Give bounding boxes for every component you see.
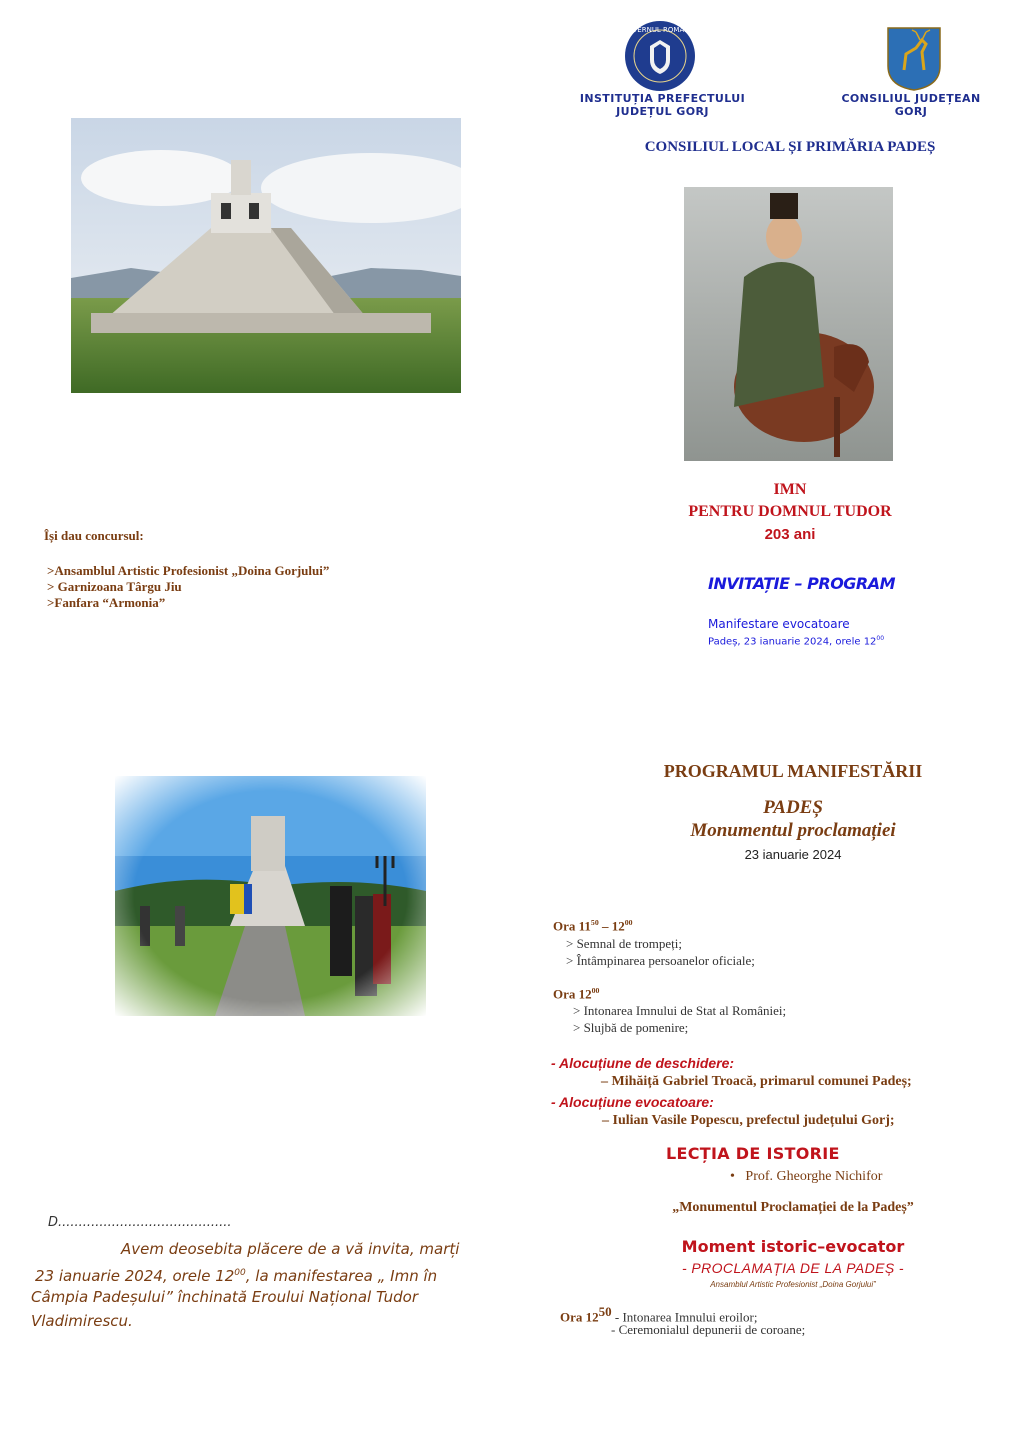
- program-title: PROGRAMUL MANIFESTĂRII: [663, 761, 923, 781]
- slot2-item: > Intonarea Imnului de Stat al României;: [573, 1003, 787, 1018]
- support-heading: Își dau concursul:: [44, 528, 144, 543]
- opening-speaker: – Mihăiță Gabriel Troacă, primarul comunei Padeș;: [601, 1074, 912, 1089]
- title-line2: PENTRU DOMNUL TUDOR: [688, 503, 892, 520]
- evocative-speaker: – Iulian Vasile Popescu, prefectul județului Gorj;: [602, 1113, 895, 1128]
- slot2-sup: 00: [591, 986, 600, 995]
- slot1-sup1: 50: [590, 918, 599, 927]
- prefecture-line1: INSTITUȚIA PREFECTULUI: [579, 92, 746, 105]
- slot2-time-text: Ora 12: [553, 986, 592, 1002]
- event-type: Manifestare evocatoare: [708, 617, 850, 631]
- tudor-portrait: [684, 187, 893, 461]
- county-label: [826, 92, 996, 118]
- lesson-prof-name: Prof. Gheorghe Nichifor: [745, 1169, 883, 1184]
- government-seal: [624, 20, 696, 92]
- prefecture-label: [560, 92, 765, 118]
- invitation-line1: Avem deosebita plăcere de a vă invita, marți: [121, 1240, 460, 1258]
- history-lesson-speaker: [730, 1169, 882, 1185]
- county-line1: CONSILIUL JUDEȚEAN: [841, 92, 981, 105]
- council-title: CONSILIUL LOCAL ȘI PRIMĂRIA PADEȘ: [644, 139, 936, 155]
- event-time-sup: 00: [876, 635, 885, 642]
- slot2-item: > Slujbă de pomenire;: [573, 1020, 689, 1035]
- invitation-line4: Vladimirescu.: [31, 1312, 133, 1330]
- slot3-item1: - Intonarea Imnului eroilor;: [611, 1309, 758, 1325]
- title-line1: IMN: [773, 481, 807, 498]
- invitation-line3: Câmpia Padeșului” închinată Eroului Național Tudor: [31, 1288, 418, 1306]
- moment-title: Moment istoric–evocator: [681, 1237, 905, 1256]
- support-item: >Fanfara “Armonia”: [47, 595, 166, 610]
- monument-photo: [71, 118, 461, 393]
- ceremony-photo: [115, 776, 426, 1016]
- program-place: PADEȘ: [763, 797, 823, 818]
- invitation-label: INVITAȚIE – PROGRAM: [708, 574, 896, 593]
- county-coat-of-arms: [886, 26, 942, 92]
- slot3-sup: 50: [598, 1304, 612, 1319]
- invitation-line2a: 23 ianuarie 2024, orele 12: [35, 1267, 235, 1285]
- evocative-speech-label: - Alocuțiune evocatoare:: [551, 1094, 714, 1110]
- moment-subtitle: - PROCLAMAȚIA DE LA PADEȘ -: [682, 1260, 904, 1276]
- history-lesson-topic: „Monumentul Proclamației de la Padeș”: [672, 1200, 914, 1215]
- slot1-to: – 12: [598, 918, 625, 934]
- slot2-time: [553, 986, 599, 1002]
- slot1-sup2: 00: [624, 918, 633, 927]
- moment-ensemble: Ansamblul Artistic Profesionist „Doina Gorjului”: [710, 1280, 876, 1289]
- bullet-icon: •: [730, 1169, 746, 1184]
- slot3-item2: - Ceremonialul depunerii de coroane;: [611, 1322, 806, 1337]
- slot1-item: > Semnal de trompeți;: [566, 936, 683, 951]
- invitation-line2-sup: 00: [234, 1268, 246, 1278]
- event-date: [708, 635, 884, 647]
- support-list: [47, 563, 329, 611]
- support-item: >Ansamblul Artistic Profesionist „Doina Gorjului”: [47, 563, 330, 578]
- event-date-text: Padeș, 23 ianuarie 2024, orele 12: [708, 636, 877, 648]
- salutation: D..........................................: [48, 1215, 232, 1230]
- anniversary: 203 ani: [764, 526, 816, 543]
- slot1-time-text: Ora 11: [553, 918, 591, 934]
- program-monument: Monumentul proclamației: [690, 820, 896, 841]
- opening-speech-label: - Alocuțiune de deschidere:: [551, 1055, 735, 1071]
- slot1-time: [553, 918, 633, 934]
- county-line2: GORJ: [894, 105, 928, 118]
- program-date: 23 ianuarie 2024: [744, 847, 842, 862]
- slot1-item: > Întâmpinarea persoanelor oficiale;: [566, 953, 755, 968]
- invitation-line2b: , la manifestarea „ Imn în: [245, 1267, 438, 1285]
- cover-title: [660, 479, 920, 523]
- invitation-line2: [35, 1261, 437, 1288]
- slot3-time: Ora 12: [560, 1309, 599, 1325]
- support-item: > Garnizoana Târgu Jiu: [47, 579, 182, 594]
- history-lesson-title: LECȚIA DE ISTORIE: [666, 1144, 840, 1163]
- prefecture-line2: JUDEȚUL GORJ: [616, 105, 709, 118]
- seal-text: GUVERNUL ROMÂNIEI: [624, 26, 696, 34]
